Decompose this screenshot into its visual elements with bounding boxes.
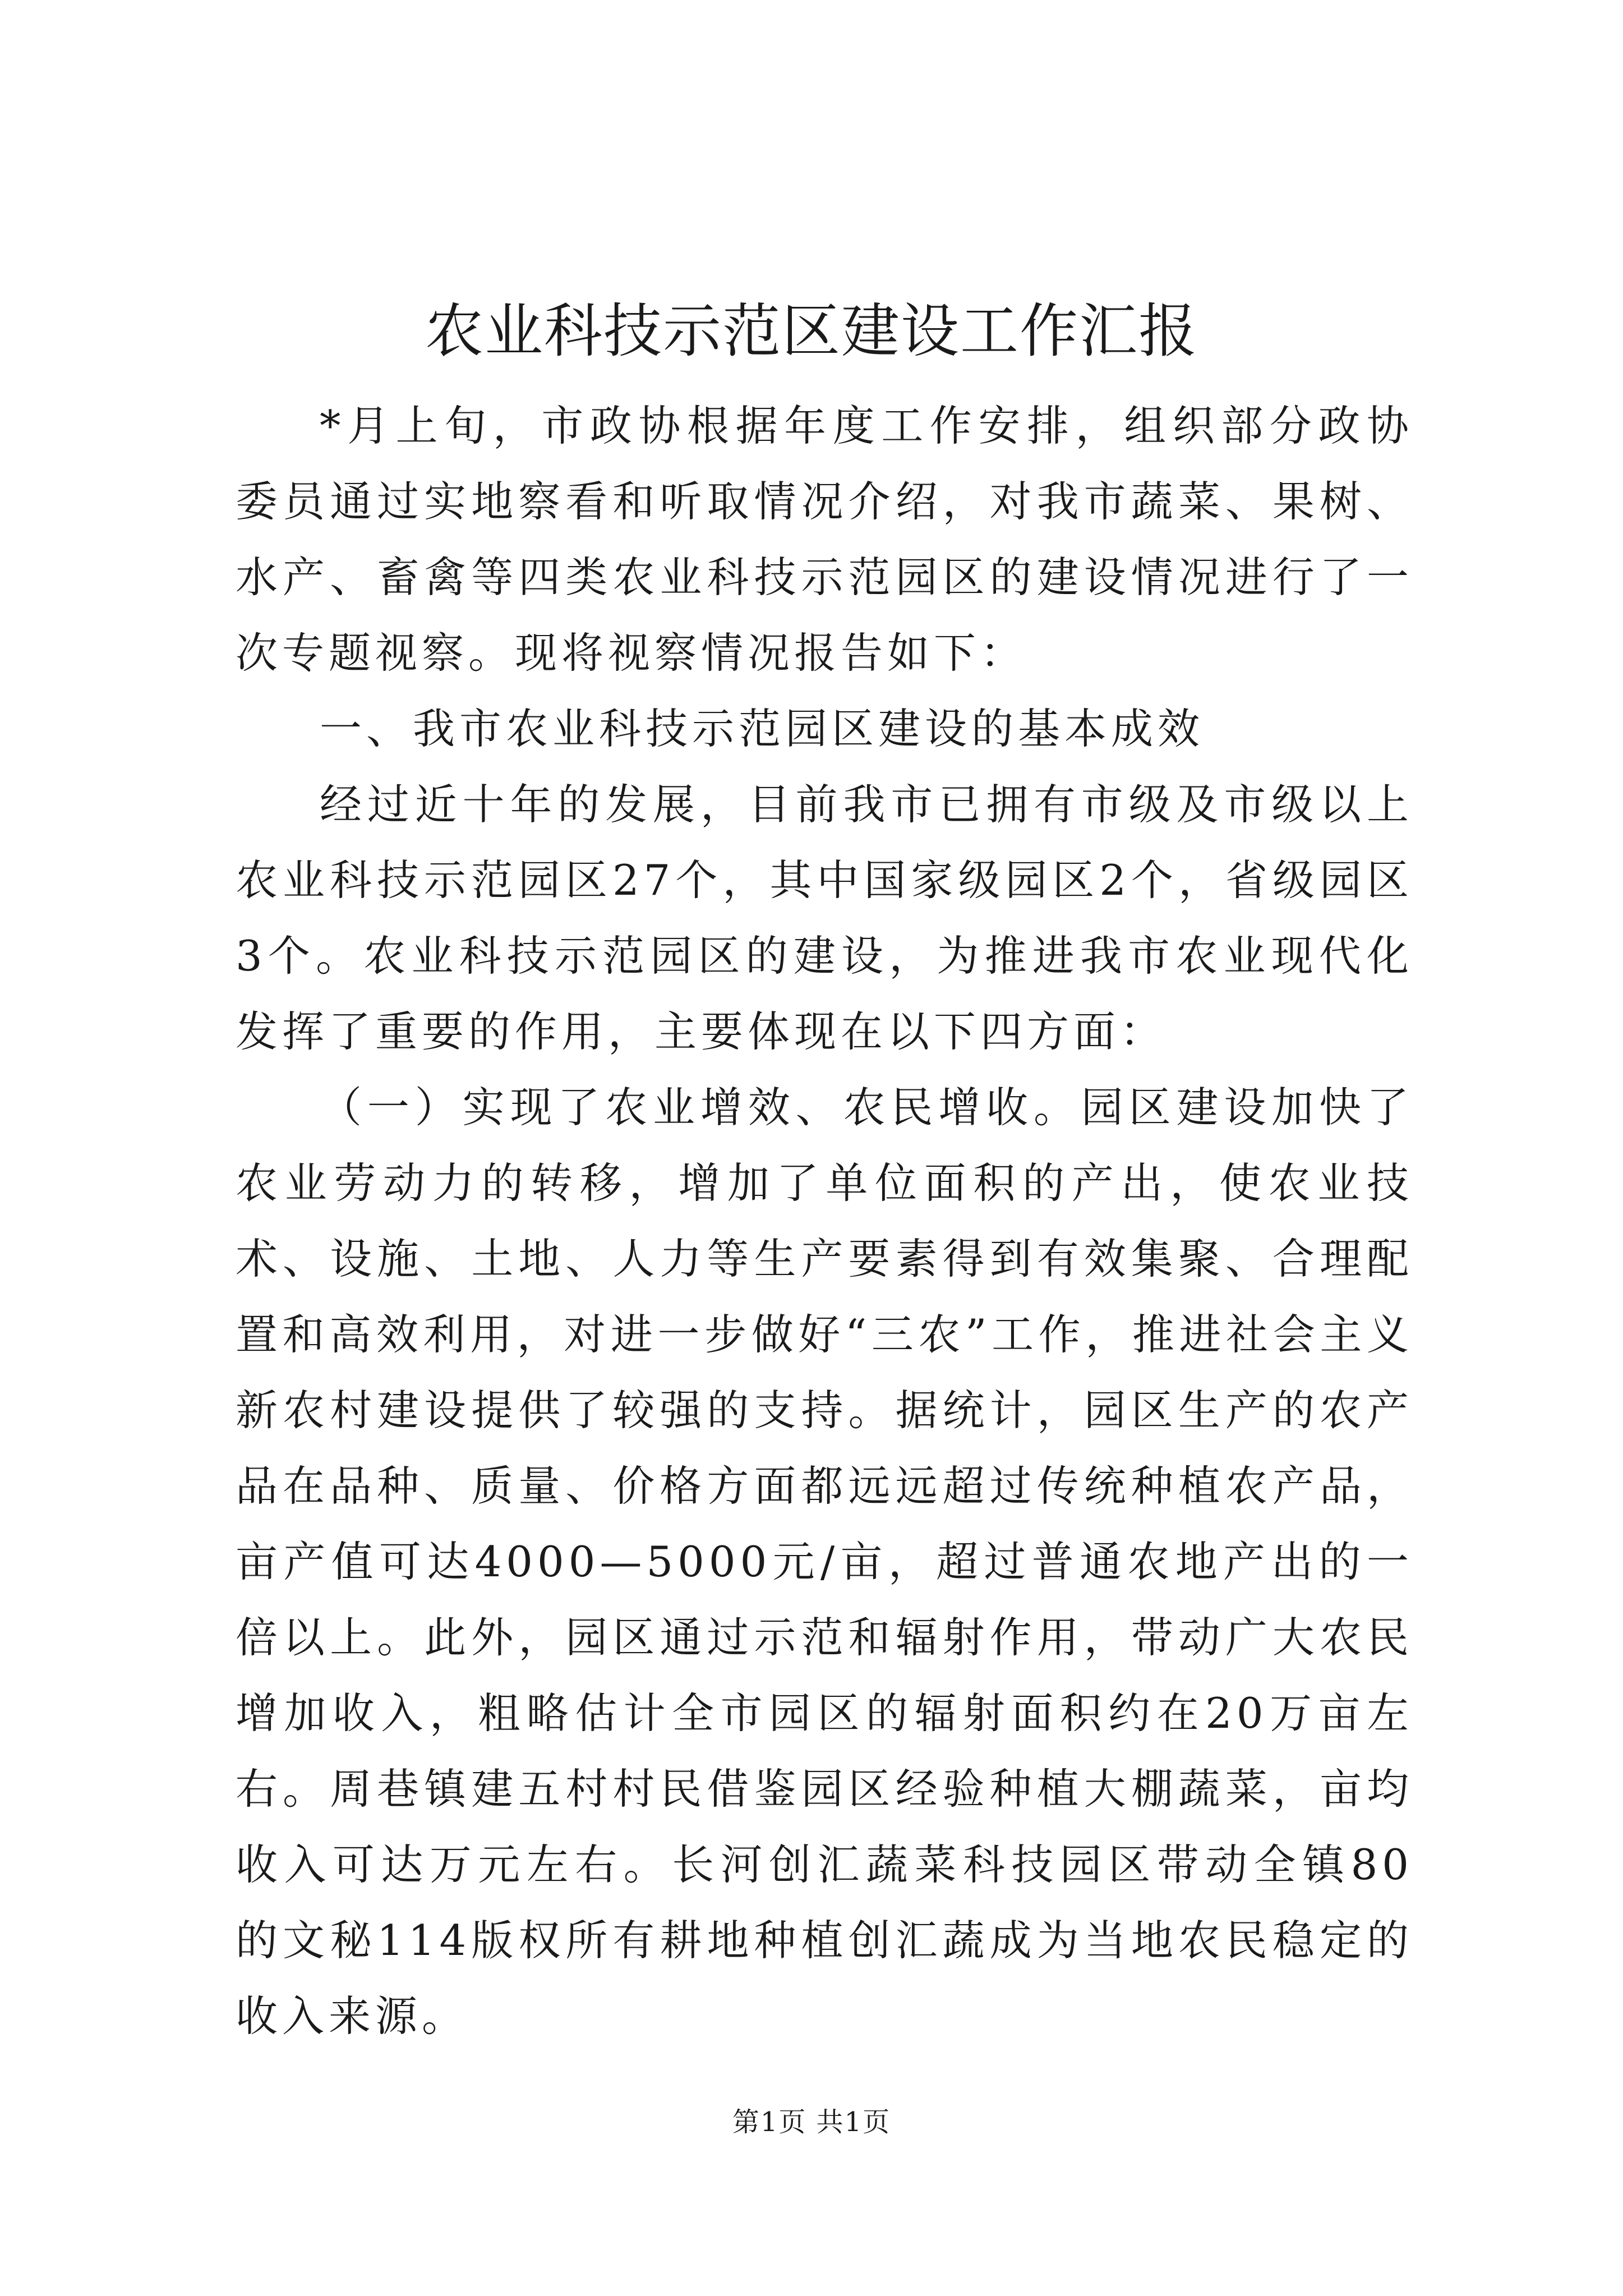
page-footer: 第1页 共1页	[732, 2106, 891, 2138]
section-heading-1: 一、我市农业科技示范园区建设的基本成效	[320, 704, 1205, 753]
paragraph-intro: *月上旬，市政协根据年度工作安排，组织部分政协委员通过实地察看和听取情况介绍，对我市蔬菜、果树、水产、畜禽等四类农业科技示范园区的建设情况进行了一次专题视察。现将视察情况报告如下：	[236, 401, 1413, 678]
paragraph-subsection-1: （一）实现了农业增效、农民增收。园区建设加快了农业劳动力的转移，增加了单位面积的产出，使农业技术、设施、土地、人力等生产要素得到有效集聚、合理配置和高效利用，对进一步做好“三农”工作，推进社会主义新农村建设提供了较强的支持。据统计，园区生产的农产品在品种、质量、价格方面都远远超过传统种植农产品，亩产值可达4000—5000元/亩，超过普通农地产出的一倍以上。此外，园区通过示范和辐射作用，带动广大农民增加收入，粗略估计全市园区的辐射面积约在20万亩左右。周巷镇建五村村民借鉴园区经验种植大棚蔬菜，亩均收入可达万元左右。长河创汇蔬菜科技园区带动全镇80的文秘114版权所有耕地种植创汇蔬成为当地农民稳定的收入来源。	[236, 1083, 1413, 2041]
document-body	[236, 388, 1413, 2054]
document-title: 农业科技示范区建设工作汇报	[425, 297, 1198, 365]
paragraph-overview: 经过近十年的发展，目前我市已拥有市级及市级以上农业科技示范园区27个，其中国家级园区2个，省级园区3个。农业科技示范园区的建设，为推进我市农业现代化发挥了重要的作用，主要体现在以下四方面：	[236, 780, 1413, 1056]
